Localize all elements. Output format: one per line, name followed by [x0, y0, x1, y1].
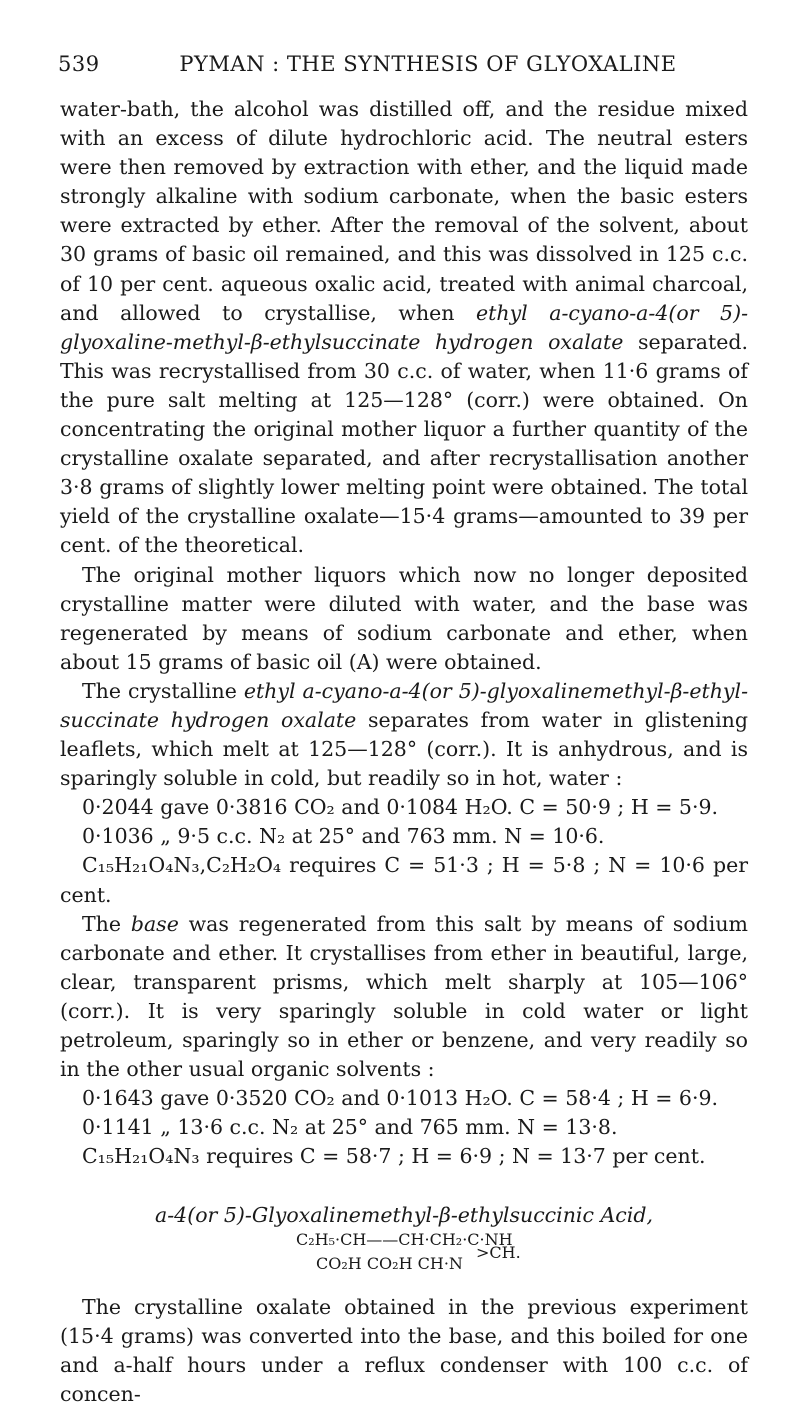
paragraph-1-text-a: water-bath, the alcohol was distilled off, and the residue mixed with an excess of dilute hydrochloric acid. The neutral esters were then removed by extraction with ether, and the liquid made strongly alkaline with sodium carbonate, when the basic esters were extracted by ether. After the removal of the solvent, about 30 grams of basic oil remained, and this was dissolved in 125 c.c. of 10 per cent. aqueous oxalic acid, treated with animal charcoal, and allowed to crystallise, when — [60, 97, 748, 325]
section-heading — [60, 1201, 748, 1230]
analysis-1-line-1: 0·2044 gave 0·3816 CO₂ and 0·1084 H₂O. C = 50·9 ; H = 5·9. — [82, 795, 719, 820]
compound-name-oxalate-2: ethyl a-cyano-a-4(or 5)-glyoxalinemethyl-β-ethyl-succinate hydrogen oxalate — [60, 678, 748, 732]
analysis-2-line-1: 0·1643 gave 0·3520 CO₂ and 0·1013 H₂O. C = 58·4 ; H = 6·9. — [82, 1086, 719, 1111]
section-heading-text: a-4(or 5)-Glyoxalinemethyl-β-ethylsuccinic Acid, — [155, 1203, 653, 1228]
paragraph-3-text-b: separates from water in glistening leaflets, which melt at 125—128° (corr.). It is anhydrous, and is sparingly soluble in cold, but readily so in hot, water : — [60, 707, 748, 791]
analysis-1-line-2: 0·1036 „ 9·5 c.c. N₂ at 25° and 763 mm. N = 10·6. — [82, 824, 605, 849]
analysis-2-line-2: 0·1141 „ 13·6 c.c. N₂ at 25° and 765 mm. N = 13·8. — [82, 1115, 618, 1140]
analysis-1-line-3: C₁₅H₂₁O₄N₃,C₂H₂O₄ requires C = 51·3 ; H = 5·8 ; N = 10·6 per cent. — [60, 853, 748, 907]
paragraph-3 — [60, 677, 748, 793]
paragraph-2: The original mother liquors which now no longer deposited crystalline matter were diluted with water, and the base was regenerated by means of sodium carbonate and ether, when about 15 grams of basic oil (A) were obtained. — [60, 562, 748, 674]
paragraph-4-text-a: The — [82, 911, 131, 936]
formula-row-2: CO₂H CO₂H CH·N — [316, 1253, 463, 1273]
spacer — [60, 1171, 748, 1201]
running-head: PYMAN : THE SYNTHESIS OF GLYOXALINE — [179, 52, 677, 76]
structural-formula — [254, 1231, 554, 1293]
analysis-2-line-3: C₁₅H₂₁O₄N₃ requires C = 58·7 ; H = 6·9 ; N = 13·7 per cent. — [82, 1144, 706, 1169]
paragraph-1-text-b: separated. This was recrystallised from 30 c.c. of water, when 11·6 grams of the pure salt melting at 125—128° (corr.) were obtained. On concentrating the original mother liquor a further quantity of the crystalline oxalate separated, and after recrystallisation another 3·8 grams of slightly lower melting point were obtained. The total yield of the crystalline oxalate—15·4 grams—amounted to 39 per cent. of the theoretical. — [60, 329, 748, 558]
body-text — [60, 95, 748, 1409]
page-header — [58, 52, 748, 82]
paragraph-3-text-a: The crystalline — [82, 678, 244, 703]
paragraph-1 — [60, 95, 748, 561]
formula-row-1: C₂H₅·CH——CH·CH₂·C·NH — [296, 1229, 513, 1249]
page-number: 539 — [58, 52, 100, 76]
paragraph-4 — [60, 910, 748, 1085]
word-base: base — [130, 911, 179, 936]
paragraph-4-text-b: was regenerated from this salt by means of sodium carbonate and ether. It crystallises from ether in beautiful, large, clear, transparent prisms, which melt sharply at 105—106° (corr.). It is very sparingly soluble in cold water or light petroleum, sparingly so in ether or benzene, and very readily so in the other usual organic solvents : — [60, 911, 748, 1082]
paragraph-5: The crystalline oxalate obtained in the previous experiment (15·4 grams) was converted into the base, and this boiled for one and a-half hours under a reflux condenser with 100 c.c. of concen- — [60, 1294, 748, 1406]
formula-ch: >CH. — [476, 1242, 521, 1262]
compound-name-oxalate: ethyl a-cyano-a-4(or 5)-glyoxaline-methyl-β-ethylsuccinate hydrogen oxalate — [60, 300, 749, 354]
